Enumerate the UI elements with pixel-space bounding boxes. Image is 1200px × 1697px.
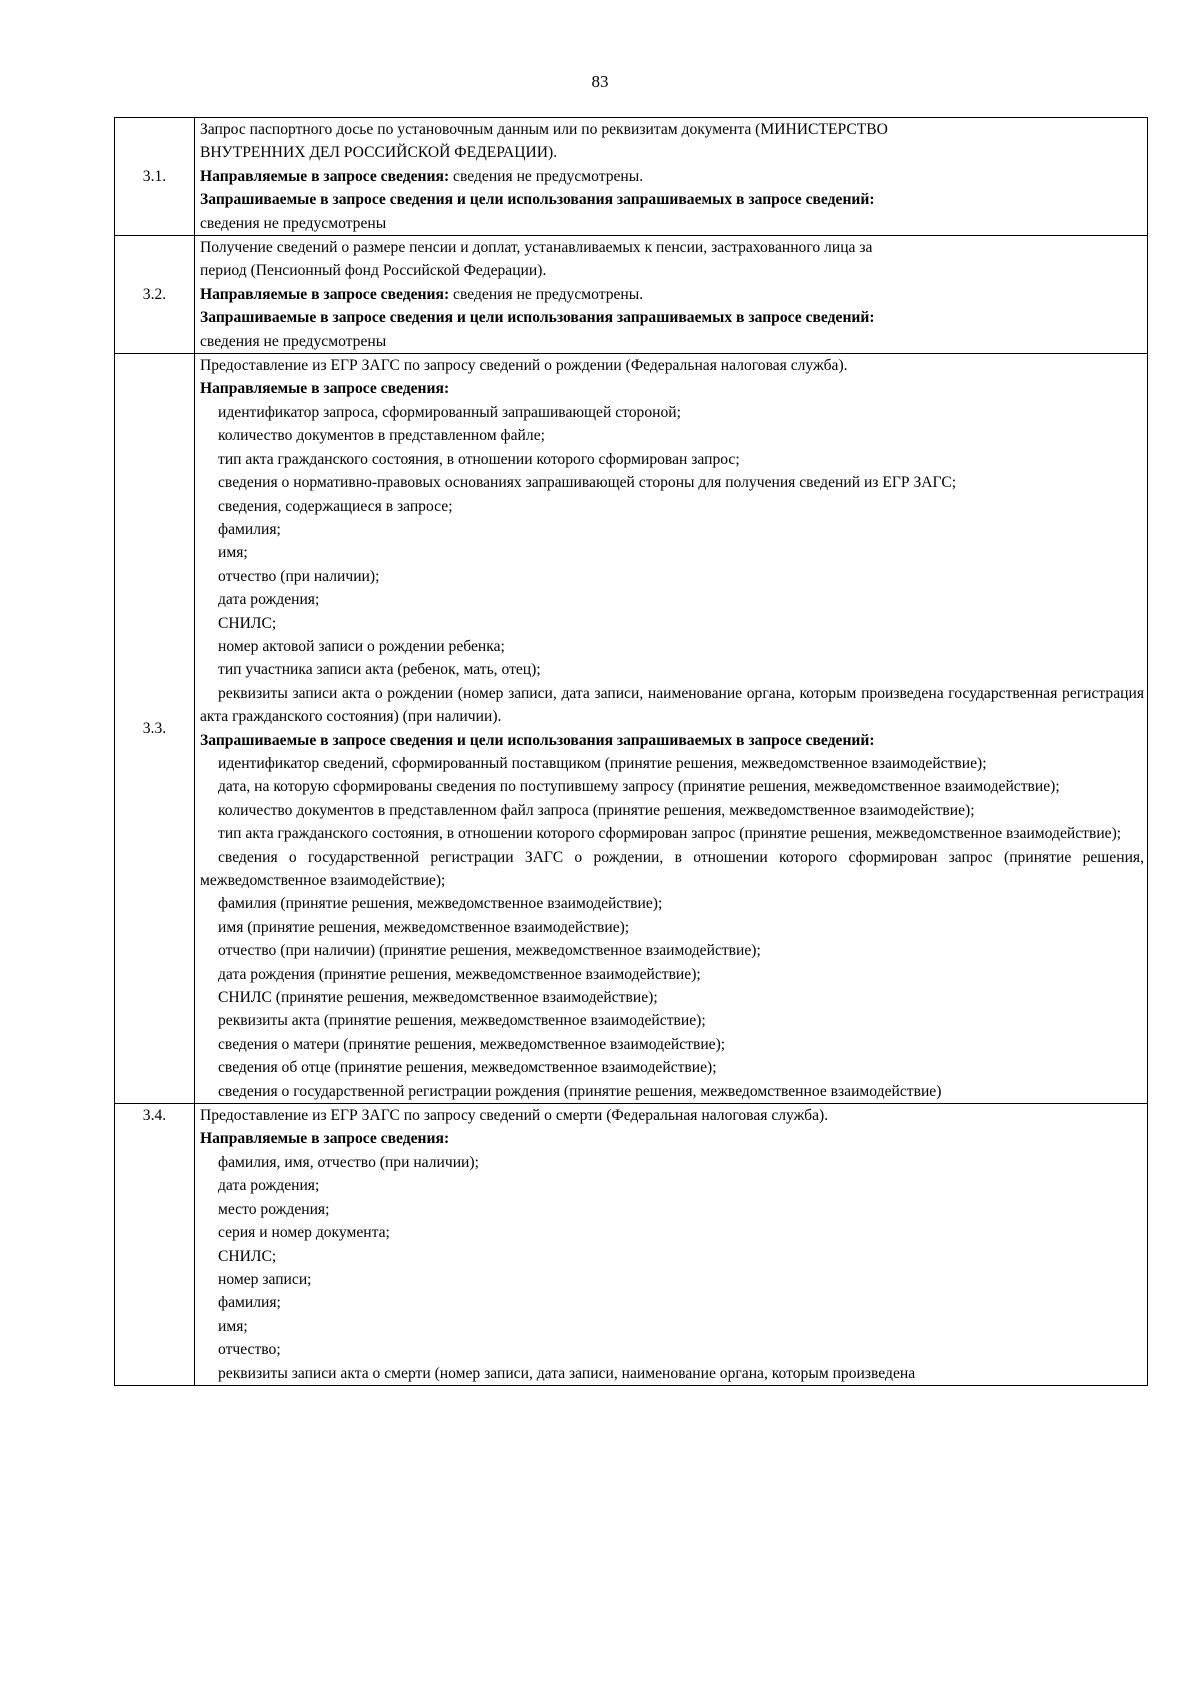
paragraph-text: реквизиты записи акта о смерти (номер записи, дата записи, наименование органа, которым произведена (218, 1364, 916, 1382)
paragraph: сведения об отце (принятие решения, межведомственное взаимодействие); (218, 1059, 717, 1077)
paragraph: реквизиты акта (принятие решения, межведомственное взаимодействие); (218, 1012, 706, 1030)
paragraph: идентификатор запроса, сформированный запрашивающей стороной; (218, 403, 681, 421)
paragraph: отчество (при наличии) (принятие решения, межведомственное взаимодействие); (218, 942, 761, 960)
paragraph: количество документов в представленном файл запроса (принятие решения, межведомственное взаимодействие); (218, 801, 975, 819)
row-number: 3.4. (115, 1104, 195, 1386)
bold-heading: Направляемые в запросе сведения: (200, 285, 450, 303)
paragraph: Запрос паспортного досье по установочным данным или по реквизитам документа (МИНИСТЕРСТВО (200, 121, 888, 138)
paragraph: фамилия; (218, 1294, 281, 1312)
paragraph: фамилия; (218, 520, 281, 538)
paragraph: сведения о матери (принятие решения, межведомственное взаимодействие); (218, 1035, 726, 1053)
paragraph: ВНУТРЕННИХ ДЕЛ РОССИЙСКОЙ ФЕДЕРАЦИИ). (200, 144, 558, 162)
paragraph (200, 283, 1144, 306)
table-row (115, 118, 1148, 236)
table-row (115, 1104, 1148, 1386)
paragraph: дата рождения (принятие решения, межведомственное взаимодействие); (218, 965, 701, 983)
bold-heading: Запрашиваемые в запросе сведения и цели использования запрашиваемых в запросе сведений: (200, 191, 875, 209)
paragraph: СНИЛС; (218, 1247, 277, 1265)
paragraph: СНИЛС (принятие решения, межведомственное взаимодействие); (218, 989, 658, 1007)
paragraph: фамилия, имя, отчество (при наличии); (218, 1153, 479, 1171)
paragraph: дата рождения; (218, 591, 320, 609)
paragraph: Предоставление из ЕГР ЗАГС по запросу сведений о рождении (Федеральная налоговая служба). (200, 357, 848, 375)
row-content (195, 236, 1148, 354)
paragraph: тип акта гражданского состояния, в отношении которого сформирован запрос (принятие решения, межведомственное взаимодействие); (218, 825, 1122, 843)
paragraph: имя; (218, 1317, 248, 1335)
paragraph (200, 165, 1144, 188)
paragraph: Получение сведений о размере пенсии и доплат, устанавливаемых к пенсии, застрахованного лица за (200, 239, 873, 257)
paragraph: СНИЛС; (218, 614, 277, 632)
page-number: 83 (591, 72, 609, 91)
table-row (115, 354, 1148, 1104)
row-content (195, 354, 1148, 1104)
paragraph: сведения не предусмотрены (200, 214, 387, 232)
row-number: 3.3. (115, 354, 195, 1104)
paragraph: номер записи; (218, 1270, 312, 1288)
paragraph: сведения о государственной регистрации рождения (принятие решения, межведомственное взаимодействие) (218, 1082, 942, 1100)
paragraph: серия и номер документа; (218, 1224, 390, 1242)
paragraph: период (Пенсионный фонд Российской Федерации). (200, 262, 547, 280)
paragraph: сведения не предусмотрены (200, 332, 387, 350)
table-row (115, 236, 1148, 354)
row-number: 3.1. (115, 118, 195, 236)
paragraph: отчество (при наличии); (218, 567, 380, 585)
paragraph: количество документов в представленном файле; (218, 427, 545, 445)
paragraph: номер актовой записи о рождении ребенка; (218, 637, 505, 655)
requests-table (114, 117, 1148, 1386)
paragraph: идентификатор сведений, сформированный поставщиком (принятие решения, межведомственное взаимодействие); (218, 754, 987, 772)
bold-heading: Направляемые в запросе сведения: (200, 1130, 450, 1148)
row-number: 3.2. (115, 236, 195, 354)
paragraph: сведения, содержащиеся в запросе; (218, 497, 453, 515)
paragraph-tail: сведения не предусмотрены. (449, 285, 644, 303)
paragraph-tail: сведения не предусмотрены. (449, 167, 644, 185)
row-content (195, 1104, 1148, 1386)
paragraph: имя; (218, 544, 248, 562)
paragraph: отчество; (218, 1341, 281, 1359)
paragraph: сведения о нормативно-правовых основаниях запрашивающей стороны для получения сведений из ЕГР ЗАГС; (218, 474, 957, 492)
paragraph (200, 1362, 1144, 1385)
paragraph: место рождения; (218, 1200, 330, 1218)
paragraph: сведения о государственной регистрации ЗАГС о рождении, в отношении которого сформирован запрос (принятие решения, межведомственное взаимодействие); (200, 848, 1144, 889)
bold-heading: Запрашиваемые в запросе сведения и цели использования запрашиваемых в запросе сведений: (200, 731, 875, 749)
paragraph: дата, на которую сформированы сведения по поступившему запросу (принятие решения, межведомственное взаимодействие); (218, 778, 1060, 796)
row-content (195, 118, 1148, 236)
bold-heading: Запрашиваемые в запросе сведения и цели использования запрашиваемых в запросе сведений: (200, 309, 875, 327)
bold-heading: Направляемые в запросе сведения: (200, 167, 450, 185)
bold-heading: Направляемые в запросе сведения: (200, 380, 450, 398)
paragraph: фамилия (принятие решения, межведомственное взаимодействие); (218, 895, 663, 913)
paragraph: тип акта гражданского состояния, в отношении которого сформирован запрос; (218, 450, 740, 468)
paragraph: тип участника записи акта (ребенок, мать, отец); (218, 661, 541, 679)
paragraph: имя (принятие решения, межведомственное взаимодействие); (218, 918, 630, 936)
paragraph: Предоставление из ЕГР ЗАГС по запросу сведений о смерти (Федеральная налоговая служба). (200, 1107, 829, 1125)
paragraph: дата рождения; (218, 1177, 320, 1195)
paragraph: реквизиты записи акта о рождении (номер записи, дата записи, наименование органа, которым произведена государственная регистрация акта гражданского состояния) (при наличии). (200, 684, 1144, 726)
